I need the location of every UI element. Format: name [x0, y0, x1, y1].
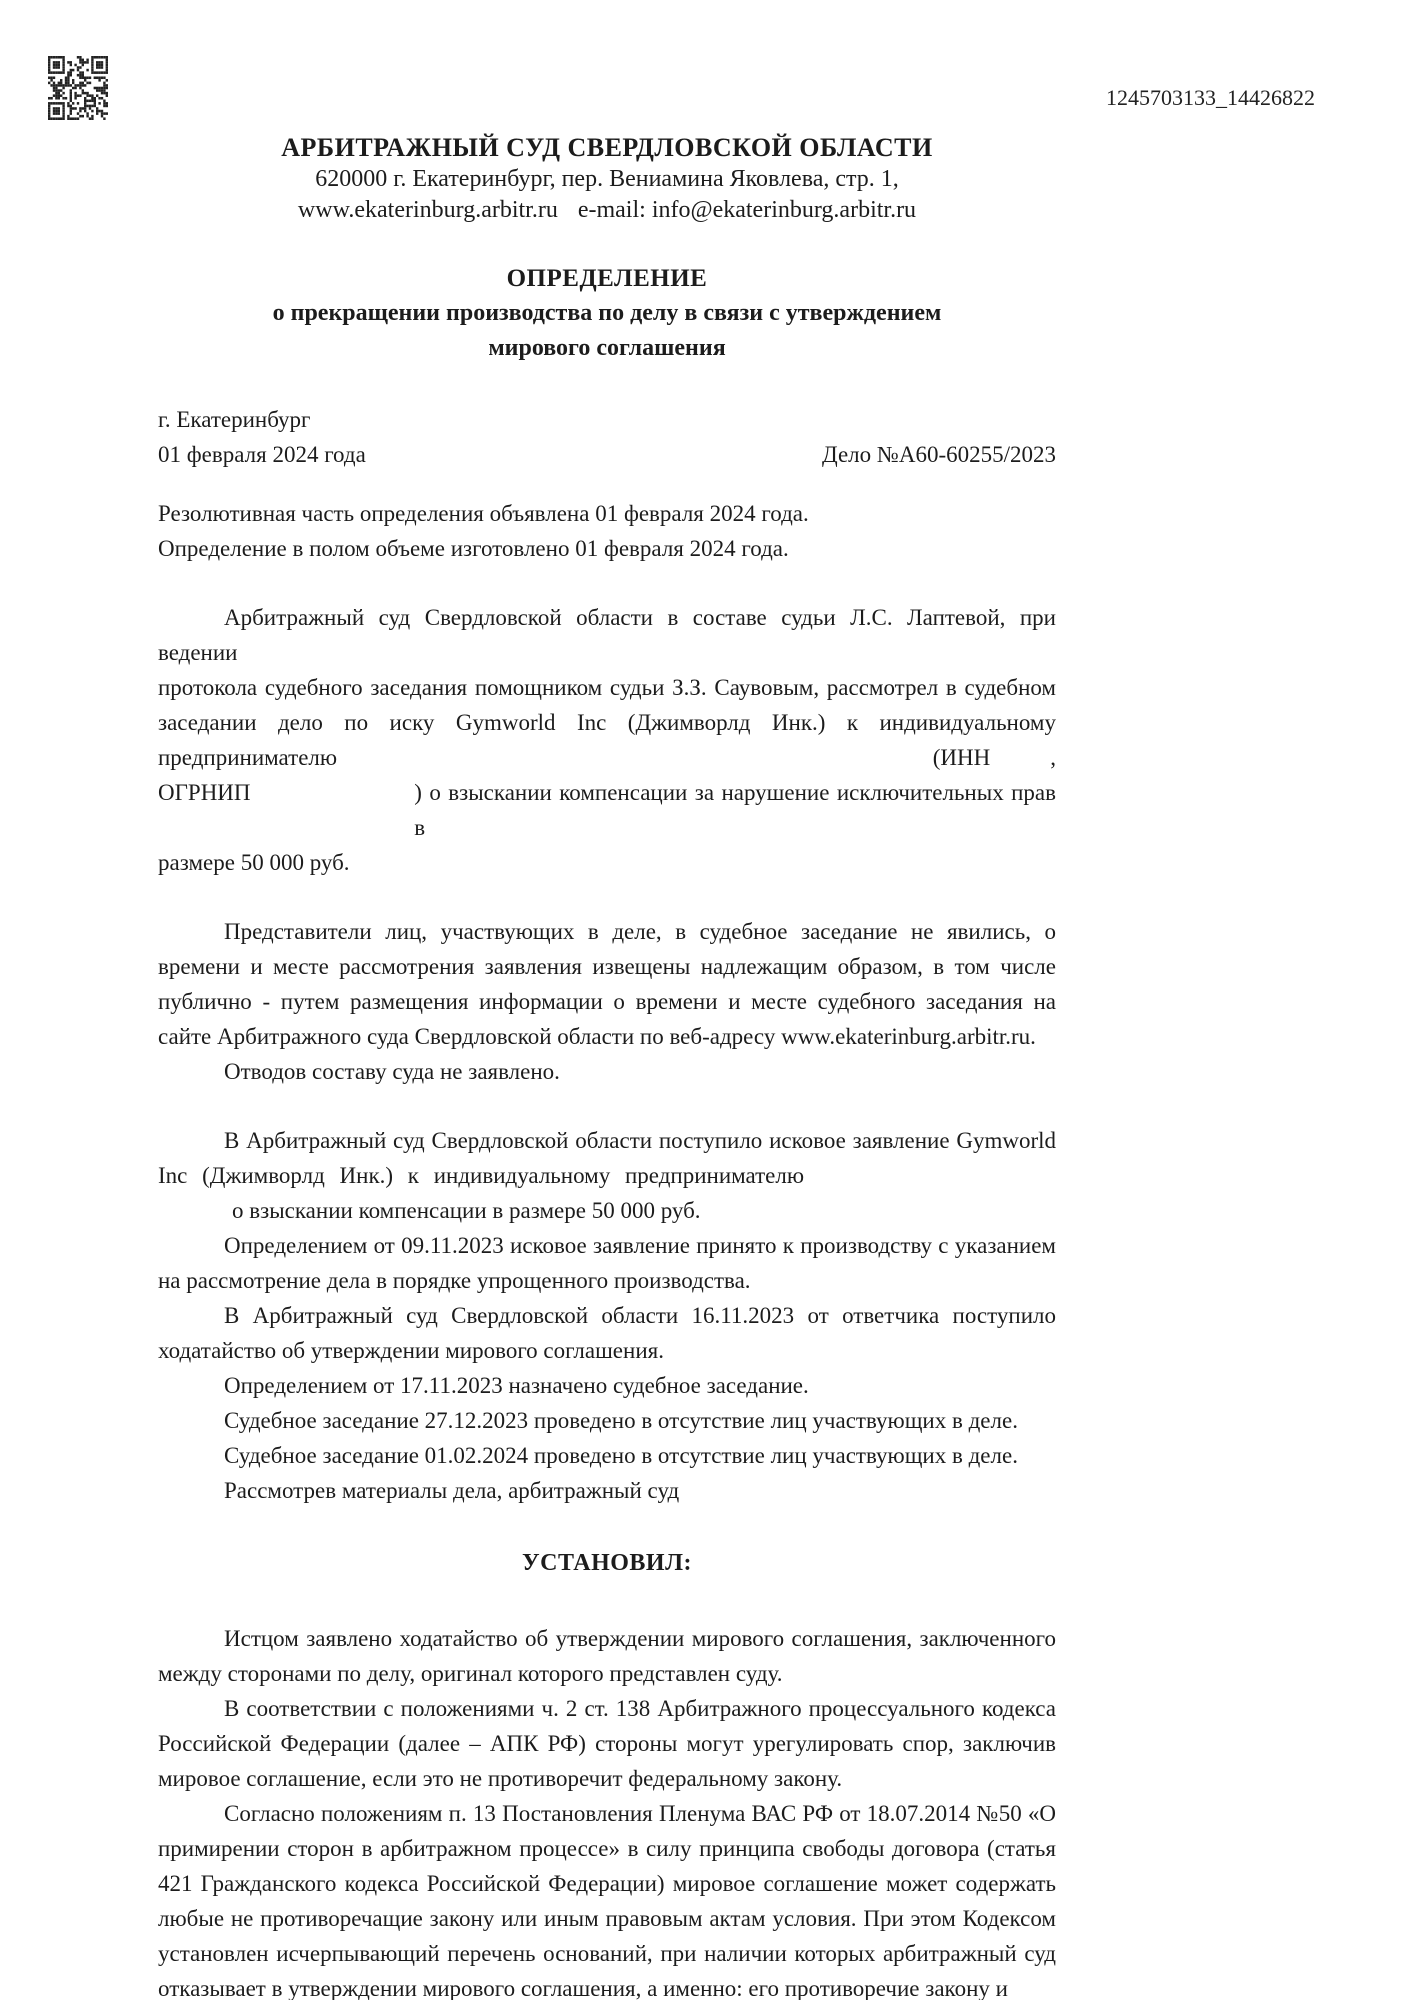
- court-email: e-mail: info@ekaterinburg.arbitr.ru: [577, 197, 917, 223]
- composition-line: заседании дело по иску Gymworld Inc (Джимворлд Инк.) к индивидуальному: [158, 710, 1056, 735]
- city-line: г. Екатеринбург: [158, 407, 311, 432]
- composition-line: размере 50 000 руб.: [158, 850, 350, 875]
- document-content: [158, 132, 1056, 2000]
- ruling-subtitle-line2: мирового соглашения: [488, 335, 726, 361]
- ruling-title: ОПРЕДЕЛЕНИЕ: [506, 265, 708, 292]
- paragraph-motion-filed: Истцом заявлено ходатайство об утверждении мирового соглашения, заключенного между сторонами по делу, оригинал которого представлен суду.: [158, 1626, 1056, 1686]
- paragraph-court-composition: [158, 600, 1056, 880]
- court-address: 620000 г. Екатеринбург, пер. Вениамина Яковлева, стр. 1,: [315, 166, 899, 192]
- court-header: [158, 132, 1056, 226]
- paragraph-no-recusals: Отводов составу суда не заявлено.: [224, 1059, 560, 1084]
- composition-line-redacted-ogrnip: [158, 775, 1056, 845]
- inn-label: (ИНН: [932, 745, 991, 770]
- claim-line-redacted-defendant: Inc (Джимворлд Инк.) к индивидуальному предпринимателю: [158, 1163, 805, 1188]
- paragraph-apk-138: В соответствии с положениями ч. 2 ст. 138 Арбитражного процессуального кодекса Российской Федерации (далее – АПК РФ) стороны могут урегулировать спор, заключив мировое соглашение, если это не противоречит федеральному закону.: [158, 1696, 1056, 1791]
- full-volume-line: Определение в полом объеме изготовлено 01 февраля 2024 года.: [158, 536, 789, 561]
- composition-line: Арбитражный суд Свердловской области в составе судьи Л.С. Лаптевой, при ведении: [158, 605, 1056, 665]
- ruling-date: 01 февраля 2024 года: [158, 442, 366, 467]
- court-website: www.ekaterinburg.arbitr.ru: [297, 197, 558, 223]
- case-number: Дело №А60-60255/2023: [821, 442, 1056, 467]
- paragraph-claim-received: [158, 1123, 1056, 1228]
- paragraph-ruling-0911: Определением от 09.11.2023 исковое заявление принято к производству с указанием на рассмотрение дела в порядке упрощенного производства.: [158, 1233, 1056, 1293]
- ustanovil-heading: УСТАНОВИЛ:: [522, 1550, 692, 1576]
- paragraph-plenum-50: Согласно положениям п. 13 Постановления Пленума ВАС РФ от 18.07.2014 №50 «О примирении сторон в арбитражном процессе» в силу принципа свободы договора (статья 421 Гражданского кодекса Российской Федерации) мировое соглашение может содержать любые не противоречащие закону или иным правовым актам условия. При этом Кодексом установлен исчерпывающий перечень оснований, при наличии которых арбитражный суд отказывает в утверждении мирового соглашения, а именно: его противоречие закону и: [158, 1801, 1056, 2000]
- inn-trailing-comma: ,: [1050, 745, 1056, 770]
- paragraph-considered: Рассмотрев материалы дела, арбитражный суд: [224, 1478, 680, 1503]
- court-name: АРБИТРАЖНЫЙ СУД СВЕРДЛОВСКОЙ ОБЛАСТИ: [281, 133, 933, 162]
- composition-line: протокола судебного заседания помощником судьи З.З. Саувовым, рассмотрел в судебном: [158, 675, 1056, 700]
- paragraph-hearing-0102: Судебное заседание 01.02.2024 проведено в отсутствие лиц участвующих в деле.: [224, 1443, 1018, 1468]
- resolutive-line: Резолютивная часть определения объявлена 01 февраля 2024 года.: [158, 501, 809, 526]
- qr-code-icon: [48, 56, 108, 120]
- ruling-subtitle-line1: о прекращении производства по делу в связи с утверждением: [272, 300, 942, 326]
- composition-line-redacted-inn: [158, 740, 1056, 775]
- claim-line: о взыскании компенсации в размере 50 000 руб.: [232, 1198, 701, 1223]
- paragraph-motion-1611: В Арбитражный суд Свердловской области 16.11.2023 от ответчика поступило ходатайство об утверждении мирового соглашения.: [158, 1303, 1056, 1363]
- paragraph-ruling-1711: Определением от 17.11.2023 назначено судебное заседание.: [224, 1373, 809, 1398]
- ruling-body: [158, 566, 1056, 2000]
- court-contacts: [158, 195, 1056, 226]
- resolutive-block: [158, 496, 1056, 566]
- ruling-title-block: [158, 262, 1056, 366]
- entrepreneur-label: предпринимателю: [158, 745, 338, 770]
- claim-line: В Арбитражный суд Свердловской области поступило исковое заявление Gymworld: [224, 1128, 1056, 1153]
- document-id-number: 1245703133_14426822: [1106, 85, 1315, 110]
- paragraph-representatives: Представители лиц, участвующих в деле, в судебное заседание не явились, о времени и месте рассмотрения заявления извещены надлежащим образом, в том числе публично - путем размещения информации о времени и месте судебного заседания на сайте Арбитражного суда Свердловской области по веб-адресу www.ekaterinburg.arbitr.ru.: [158, 919, 1056, 1049]
- claim-subject-text: ) о взыскании компенсации за нарушение исключительных прав в: [414, 780, 1056, 840]
- case-meta: [158, 402, 1056, 472]
- ogrnip-label: ОГРНИП: [158, 780, 251, 805]
- paragraph-hearing-2712: Судебное заседание 27.12.2023 проведено в отсутствие лиц участвующих в деле.: [224, 1408, 1018, 1433]
